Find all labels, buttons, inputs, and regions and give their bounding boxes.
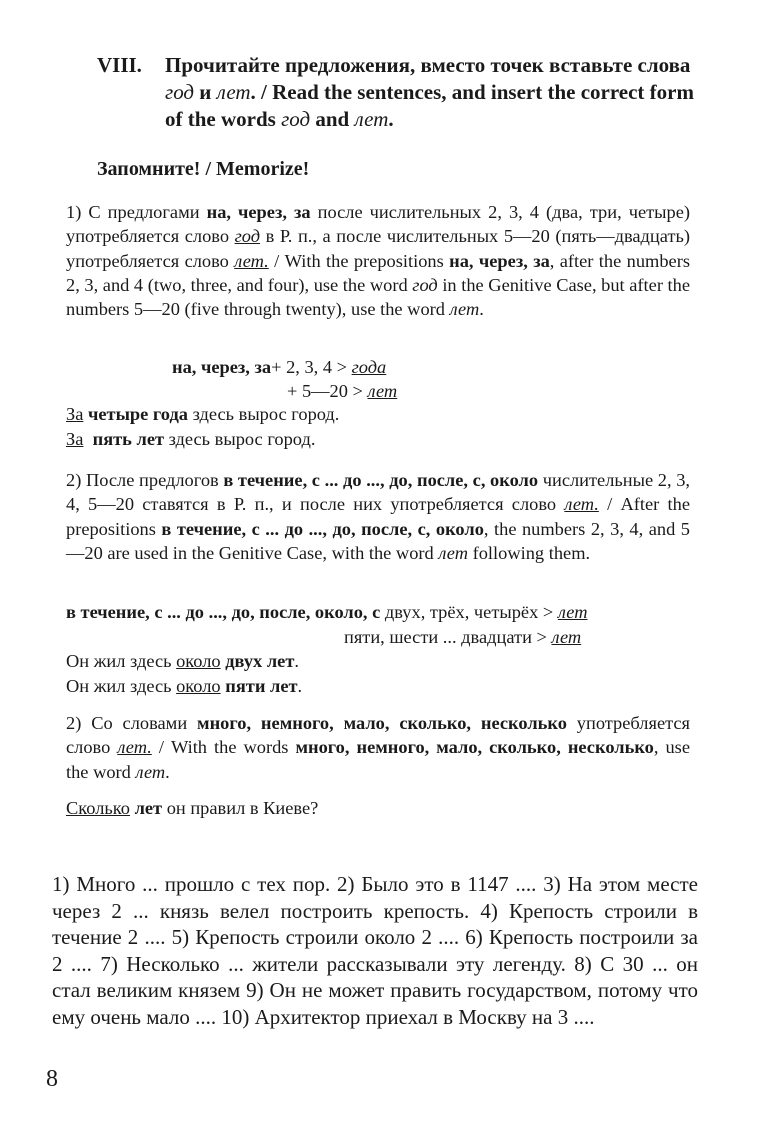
scheme-1-line-1: на, через, за+ 2, 3, 4 > года xyxy=(172,357,387,377)
example-4: Он жил здесь около пяти лет. xyxy=(66,676,303,696)
example-5: Сколько лет он правил в Киеве? xyxy=(66,798,319,818)
rule-3: 2) Со словами много, немного, мало, сколько, несколько употребляется слово лет. / With the words много, немного, мало, сколько, несколько, use the word лет. xyxy=(66,713,691,782)
rule-2: 2) После предлогов в течение, с ... до ..., до, после, с, около числительные 2, 3, 4, 5—20 ставятся в Р. п., и после них употребляется слово лет. / After the prepositions в течение, с ... до ..., до, после, с, около, the numbers 2, 3, 4, and 5—20 are used in the Genitive Case, with the word лет following them. xyxy=(66,470,690,563)
example-1: За четыре года здесь вырос город. xyxy=(66,404,340,424)
exercise-heading xyxy=(97,52,709,133)
scheme-2-line-1: в течение, с ... до ..., до, после, около, с двух, трёх, четырёх > лет xyxy=(66,602,588,622)
scheme-2-line-2: пяти, шести ... двадцати > лет xyxy=(344,627,582,647)
example-3: Он жил здесь около двух лет. xyxy=(66,651,299,671)
scheme-1-line-2: + 5—20 > лет xyxy=(287,381,398,401)
rule-1: 1) С предлогами на, через, за после числительных 2, 3, 4 (два, три, четыре) употребляется слово год в Р. п., а после числительных 5—20 (пять—двадцать) употребляется слово лет. / With the prepositions на, через, за, after the numbers 2, 3, and 4 (two, three, and four), use the word год in the Genitive Case, but after the numbers 5—20 (five through twenty), use the word лет. xyxy=(66,202,691,320)
example-2: За пять лет здесь вырос город. xyxy=(66,429,316,449)
page-number: 8 xyxy=(46,1066,58,1092)
exercise-sentences: 1) Много ... прошло с тех пор. 2) Было это в 1147 .... 3) На этом месте через 2 ... князь велел построить крепость. 4) Крепость строили в течение 2 .... 5) Крепость строили около 2 .... 6) Крепость построили за 2 .... 7) Несколько ... жители рассказывали эту легенду. 8) С 30 ... он стал великим князем 9) Он не может править государством, потому что ему очень мало .... 10) Архитектор приехал в Москву на 3 .... xyxy=(52,872,698,1029)
exercise-instructions: Прочитайте предложения, вместо точек вставьте слова год и лет. / Read the sentences, and insert the correct form of the words год and лет. xyxy=(165,53,694,131)
memorize-title: Запомните! / Memorize! xyxy=(97,158,310,180)
exercise-number: VIII. xyxy=(97,53,142,77)
